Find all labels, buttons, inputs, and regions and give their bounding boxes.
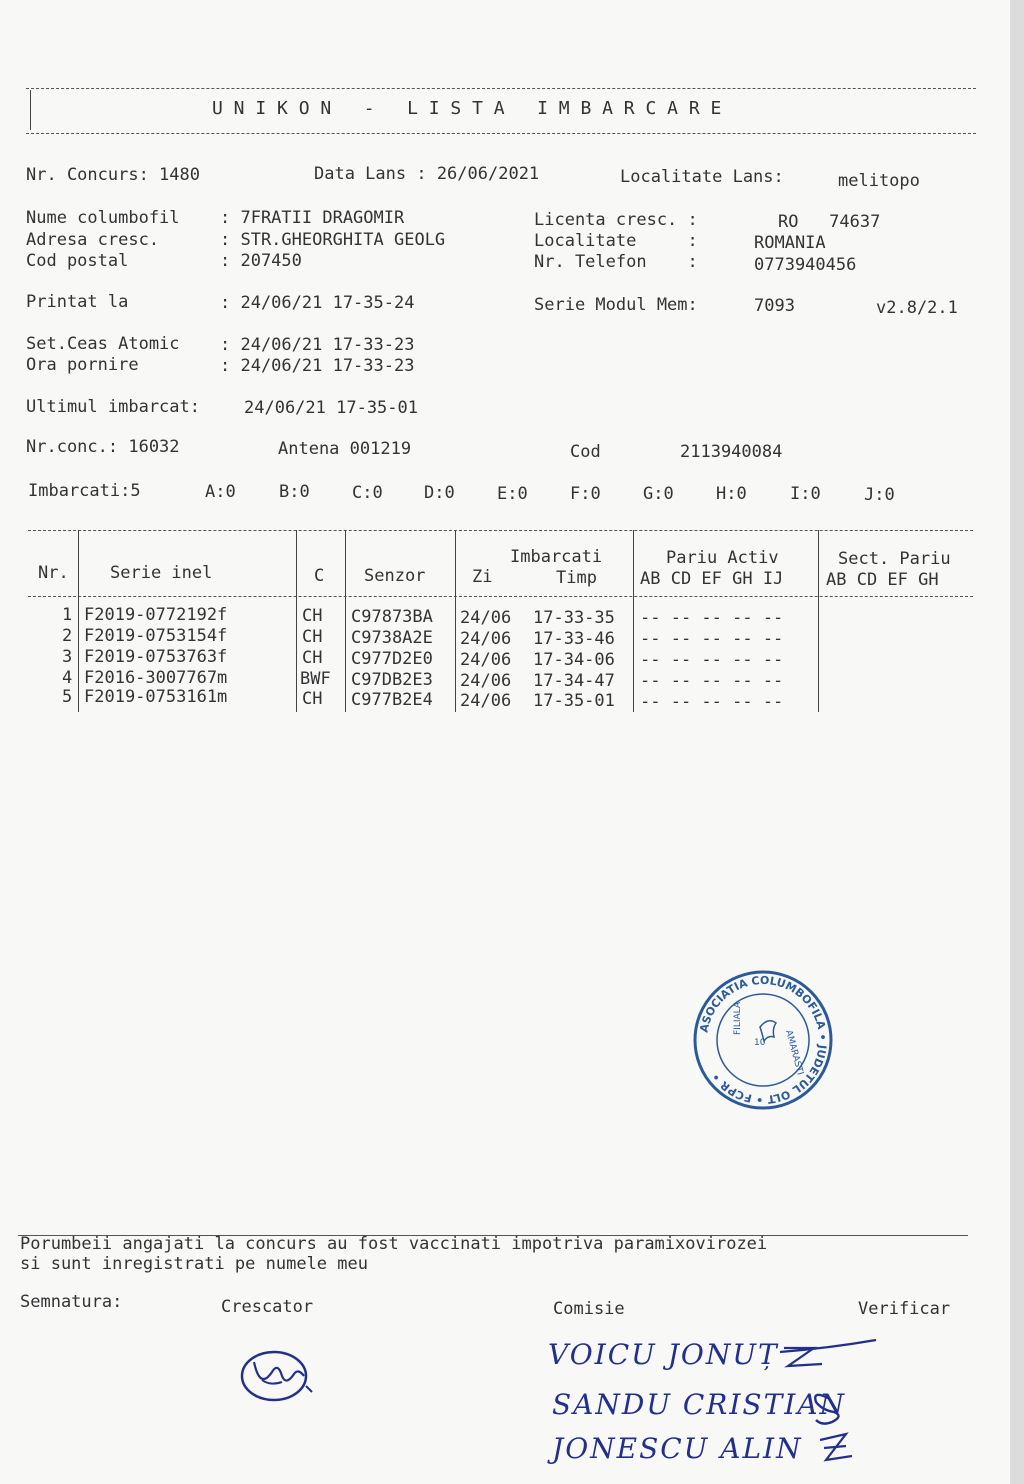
row-day: 24/06 [460,671,512,691]
contest-number: Nr. Concurs: 1480 [26,165,200,185]
header-sector-bet: Sect. Pariu [838,549,951,569]
header-left-bar [30,90,31,130]
header-nr: Nr. [38,563,69,583]
header-top-rule [26,88,976,89]
row-time: 17-34-06 [533,650,615,670]
header-c: C [314,566,325,586]
version: v2.8/2.1 [876,298,958,318]
row-sensor: C97DB2E3 [351,670,433,690]
row-bets: -- -- -- -- -- [640,629,784,649]
locality-value: ROMANIA [754,233,826,253]
start-time-label: Ora pornire [26,355,139,375]
printed-label: Printat la [26,292,129,312]
group-count: D:0 [424,483,455,503]
group-count: C:0 [352,483,383,503]
row-day: 24/06 [460,608,512,628]
declaration-line-2: si sunt inregistrati pe numele meu [20,1254,368,1274]
header-active-bet-groups: AB CD EF GH IJ [640,569,784,589]
row-color: CH [302,627,323,647]
launch-locality-value: melitopo [838,171,920,191]
group-count: G:0 [643,484,674,504]
breeder-signature-label: Crescator [221,1297,314,1317]
row-time: 17-33-46 [533,629,615,649]
license-label: Licenta cresc. : [534,210,698,230]
verifier-label: Verificar [858,1299,951,1319]
row-ring: F2016-3007767m [84,668,228,688]
phone-value: 0773940456 [754,255,857,275]
row-ring: F2019-0753763f [84,647,228,667]
row-ring: F2019-0753154f [84,626,228,646]
commission-signature-3: JONESCU ALIN [552,1432,803,1465]
row-bets: -- -- -- -- -- [640,692,784,712]
row-ring: F2019-0772192f [84,605,228,625]
col-divider [345,530,346,712]
col-divider [296,530,297,712]
col-divider [633,530,634,712]
launch-date: Data Lans : 26/06/2021 [314,164,540,184]
group-count: E:0 [497,484,528,504]
header-bottom-rule [26,133,976,134]
antenna: Antena 001219 [278,439,412,459]
basketed-total: Imbarcati:5 [28,481,141,501]
row-day: 24/06 [460,691,512,711]
breeder-postal-label: Cod postal [26,251,129,271]
last-basketed-value: 24/06/21 17-35-01 [244,398,418,418]
row-sensor: C977D2E0 [351,649,433,669]
breeder-postal-value: : 207450 [220,251,302,271]
table-header-rule [28,596,973,597]
association-stamp [688,965,838,1115]
printed-value: : 24/06/21 17-35-24 [220,293,415,313]
row-nr: 2 [62,626,73,646]
row-color: BWF [300,669,331,689]
svg-text:ASOCIATIA COLUMBOFILA • JUDETU: ASOCIATIA COLUMBOFILA • JUDETUL OLT • FCPR • [697,973,830,1107]
row-nr: 3 [62,647,73,667]
row-nr: 1 [62,605,73,625]
module-label: Serie Modul Mem: [534,295,698,315]
row-bets: -- -- -- -- -- [640,608,784,628]
row-ring: F2019-0753161m [84,687,228,707]
svg-text:FILIALA: FILIALA [733,1001,743,1035]
header-day: Zi [472,567,493,587]
atomic-clock-label: Set.Ceas Atomic [26,334,180,354]
group-count: I:0 [790,484,821,504]
header-sensor: Senzor [364,566,426,586]
module-value: 7093 [754,296,795,316]
svg-text:10: 10 [754,1038,766,1048]
launch-locality-label: Localitate Lans: [620,167,784,187]
col-divider [455,530,456,712]
locality-label: Localitate : [534,231,698,251]
code-value: 2113940084 [680,442,783,462]
row-nr: 5 [62,687,73,707]
group-count: B:0 [279,482,310,502]
row-day: 24/06 [460,629,512,649]
header-time: Timp [556,568,597,588]
svg-text:AMARASTI: AMARASTI [783,1029,805,1077]
row-time: 17-34-47 [533,671,615,691]
commission-signature-1: VOICU JONUȚ [548,1338,779,1371]
start-time-value: : 24/06/21 17-33-23 [220,356,415,376]
row-nr: 4 [62,668,73,688]
document-title: U N I K O N - L I S T A I M B A R C A R E [212,98,722,119]
row-sensor: C97873BA [351,607,433,627]
col-divider [818,530,819,712]
row-sensor: C9738A2E [351,628,433,648]
device-number: Nr.conc.: 16032 [26,437,180,457]
col-divider [78,530,79,712]
row-time: 17-33-35 [533,608,615,628]
header-basketed: Imbarcati [510,547,603,567]
group-count: F:0 [570,484,601,504]
last-basketed-label: Ultimul imbarcat: [26,397,200,417]
breeder-signature [232,1340,332,1410]
signature-label: Semnatura: [20,1292,123,1312]
row-day: 24/06 [460,650,512,670]
declaration-line-1: Porumbeii angajati la concurs au fost vaccinati impotriva paramixovirozei [20,1234,768,1254]
row-time: 17-35-01 [533,691,615,711]
commission-signature-2: SANDU CRISTIAN [552,1388,847,1421]
header-sector-bet-groups: AB CD EF GH [826,570,939,590]
row-color: CH [302,689,323,709]
page-edge [1010,0,1024,1484]
row-color: CH [302,606,323,626]
commission-label: Comisie [553,1299,625,1319]
code-label: Cod [570,442,601,462]
license-value: RO 74637 [778,212,881,232]
group-count: A:0 [205,482,236,502]
atomic-clock-value: : 24/06/21 17-33-23 [220,335,415,355]
commission-initials [770,1330,880,1480]
breeder-name-value: : 7FRATII DRAGOMIR [220,208,405,228]
row-bets: -- -- -- -- -- [640,671,784,691]
row-color: CH [302,648,323,668]
header-active-bet: Pariu Activ [666,548,779,568]
header-ring-series: Serie inel [110,563,213,583]
group-count: H:0 [716,484,747,504]
breeder-address-label: Adresa cresc. [26,230,160,250]
breeder-address-value: : STR.GHEORGHITA GEOLG [220,230,446,250]
group-count: J:0 [864,485,895,505]
breeder-name-label: Nume columbofil [26,208,180,228]
phone-label: Nr. Telefon : [534,252,698,272]
table-top-rule [28,530,973,531]
row-sensor: C977B2E4 [351,690,433,710]
row-bets: -- -- -- -- -- [640,650,784,670]
